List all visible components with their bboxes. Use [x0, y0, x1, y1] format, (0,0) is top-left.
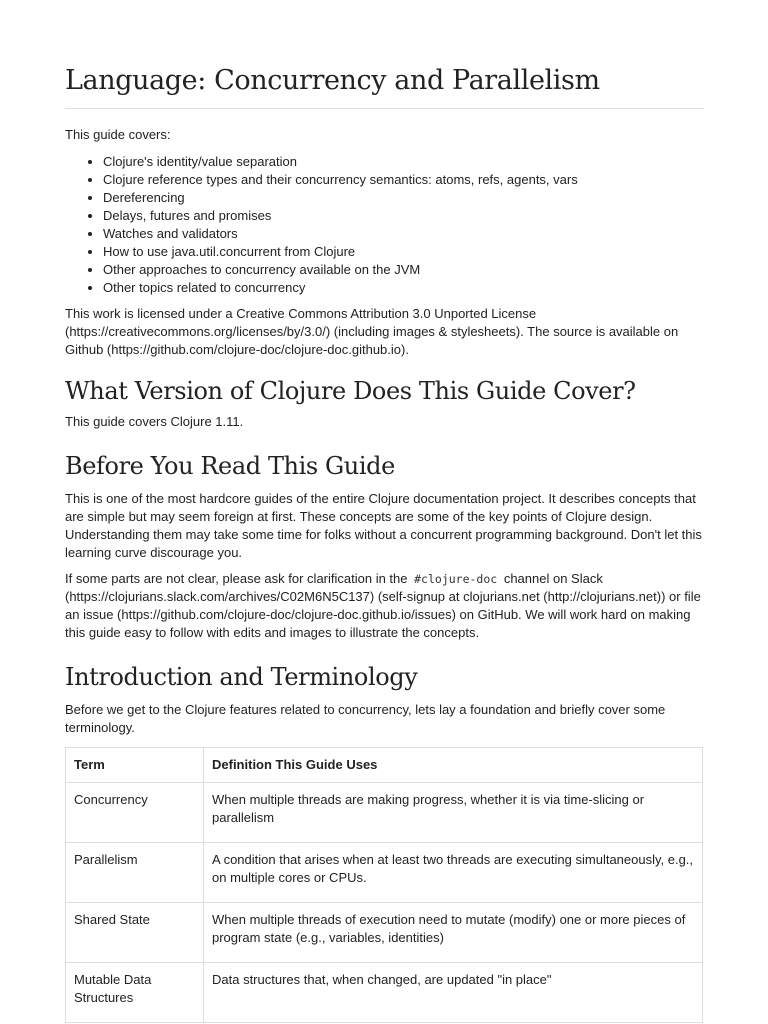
definition-cell: When multiple threads of execution need to mutate (modify) one or more pieces of program state (e.g., variables, identities) — [204, 903, 703, 963]
license-text: This work is licensed under a Creative Commons Attribution 3.0 Unported License (https://creativecommons.org/licenses/by/3.0/) (including images & stylesheets). The source is available on Github (https://github.com/clojure-doc/clojure-doc.github.io). — [65, 306, 679, 357]
term-cell: Shared State — [66, 903, 204, 963]
term-cell: Parallelism — [66, 843, 204, 903]
list-item: • Delays, futures and promises — [103, 207, 704, 225]
before-heading: Before You Read This Guide — [65, 452, 395, 480]
list-item: • How to use java.util.concurrent from Clojure — [103, 243, 704, 261]
table-row — [66, 903, 703, 963]
column-header-definition: Definition This Guide Uses — [204, 748, 703, 783]
list-item: • Clojure's identity/value separation — [103, 153, 704, 171]
term-cell: Mutable Data Structures — [66, 963, 204, 1023]
definition-cell: When multiple threads are making progress, whether it is via time-slicing or parallelism — [204, 783, 703, 843]
table-header-row — [66, 748, 703, 783]
column-header-term: Term — [66, 748, 204, 783]
list-item: • Clojure reference types and their concurrency semantics: atoms, refs, agents, vars — [103, 171, 704, 189]
page-title: Language: Concurrency and Parallelism — [65, 0, 704, 109]
before-paragraph-2-start: If some parts are not clear, please ask for clarification in the — [65, 571, 412, 586]
table-row — [66, 843, 703, 903]
definition-cell: A condition that arises when at least two threads are executing simultaneously, e.g., on multiple cores or CPUs. — [204, 843, 703, 903]
list-item: • Other approaches to concurrency available on the JVM — [103, 261, 704, 279]
terminology-heading: Introduction and Terminology — [65, 663, 418, 691]
covers-list — [65, 153, 704, 297]
definition-cell: Data structures that, when changed, are updated "in place" — [204, 963, 703, 1023]
list-item: • Watches and validators — [103, 225, 704, 243]
terminology-table — [65, 747, 703, 1023]
before-paragraph-2 — [65, 570, 704, 642]
before-paragraph-1: This is one of the most hardcore guides of the entire Clojure documentation project. It describes concepts that are simple but may seem foreign at first. These concepts are some of the key points of Clojure design. Understanding them may take some time for folks without a concurrent programming background. Don't let this learning curve discourage you. — [65, 491, 702, 560]
slack-channel-code: #clojure-doc — [414, 572, 498, 586]
table-row — [66, 783, 703, 843]
version-heading: What Version of Clojure Does This Guide Cover? — [65, 377, 636, 405]
version-text: This guide covers Clojure 1.11. — [65, 414, 244, 429]
table-row — [66, 963, 703, 1023]
term-cell: Concurrency — [66, 783, 204, 843]
intro-text: This guide covers: — [65, 127, 171, 142]
before-paragraph-2-end: channel on Slack (https://clojurians.slack.com/archives/C02M6N5C137) (self-signup at clojurians.net (http://clojurians.net)) or file an issue (https://github.com/clojure-doc/clojure-doc.github.io/issues) on GitHub. We will work hard on making this guide easy to follow with edits and images to illustrate the concepts. — [65, 571, 701, 640]
list-item: • Dereferencing — [103, 189, 704, 207]
terminology-text: Before we get to the Clojure features related to concurrency, lets lay a foundation and briefly cover some terminology. — [65, 702, 666, 735]
list-item: • Other topics related to concurrency — [103, 279, 704, 297]
